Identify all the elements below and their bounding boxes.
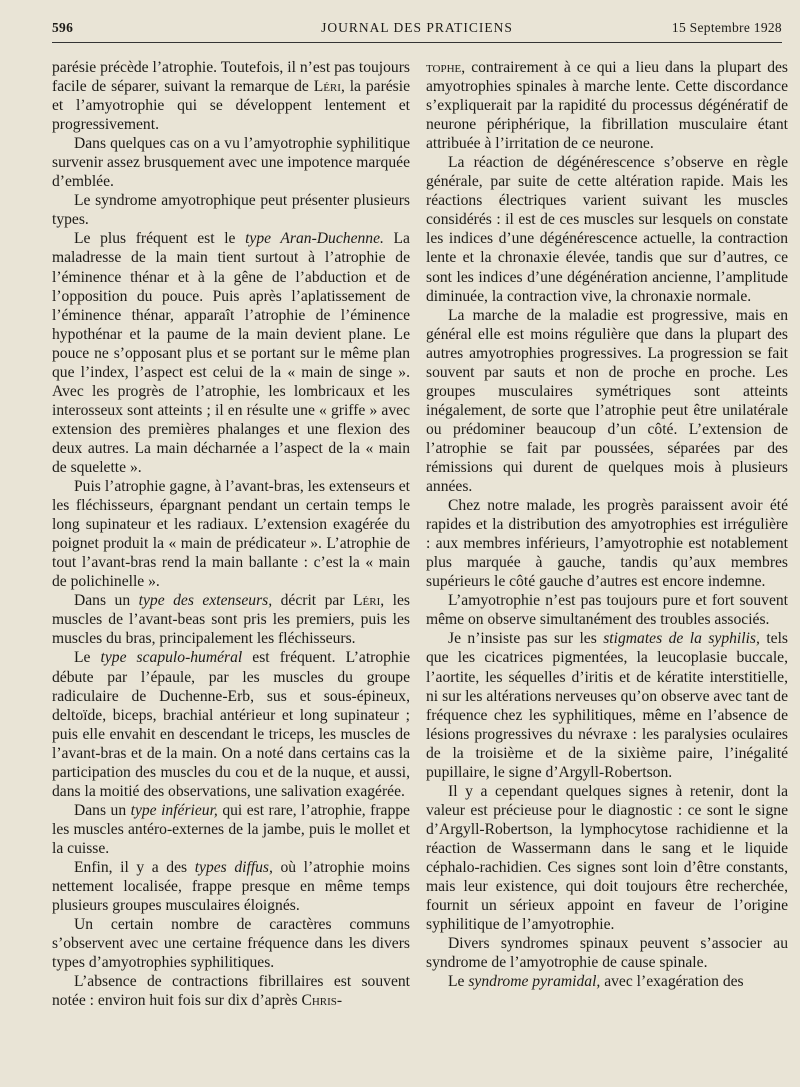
text-run: La marche de la maladie est progressive, mais en général elle est moins régulière que dans la plupart des autres amyotrophies progressives. La progression se fait souvent par sauts et non de proche en proche. Les groupes musculaires symétriques sont atteints inégalement, de sorte que l’atrophie peut être unilatérale ou prédominer beaucoup d’un côté. L’extension de l’atrophie se fait par poussées, séparées par des rémissions qui durent de quelques mois à plusieurs années. xyxy=(426,306,788,496)
page-number: 596 xyxy=(52,20,74,35)
italic-run: stigmates de la syphilis, xyxy=(603,630,760,648)
text-run: L’absence de contractions fibrillaires est souvent notée : environ huit fois sur dix d’après xyxy=(52,973,410,1010)
paragraph xyxy=(426,306,788,496)
paragraph xyxy=(52,58,410,134)
text-run: Le plus fréquent est le xyxy=(74,230,246,248)
smallcaps-run: Léri xyxy=(353,592,381,610)
paragraph xyxy=(52,591,410,648)
paragraph xyxy=(52,801,410,858)
text-run: Puis l’atrophie gagne, à l’avant-bras, les extenseurs et les fléchisseurs, épargnant pendant un certain temps le long supinateur et les radiaux. L’extension exagérée du poignet produit la « main de prédicateur ». L’atrophie de tout l’avant-bras rend la main ballante : c’est la « main de polichinelle ». xyxy=(52,478,410,591)
paragraph xyxy=(426,629,788,781)
paragraph xyxy=(426,153,788,305)
text-run: Dans quelques cas on a vu l’amyotrophie syphilitique survenir assez brusquement avec une impotence marquée d’emblée. xyxy=(52,135,410,191)
text-run: Le xyxy=(448,973,469,991)
text-run: Enfin, il y a des xyxy=(74,858,195,876)
text-run: La réaction de dégénérescence s’observe en règle générale, par suite de cette altération rapide. Mais les réactions électriques varient suivant les muscles considérés : il est de ces muscles sur lesquels on constate les indices d’une dégénérescence actuelle, la contraction lente et la chronaxie élevée, tandis que sur d’autres, ce sont les indices d’une dégénération ancienne, l’amplitude diminuée, la contraction vive, la chronaxie normale. xyxy=(426,154,788,305)
journal-title: JOURNAL DES PRATICIENS xyxy=(321,20,513,35)
issue-date: 15 Septembre 1928 xyxy=(671,20,782,35)
text-run: Je n’insiste pas sur les xyxy=(448,630,604,648)
text-run: Divers syndromes spinaux peuvent s’associer au syndrome de l’amyotrophie de cause spinale. xyxy=(426,935,788,972)
paragraph xyxy=(426,496,788,591)
smallcaps-run: Chris- xyxy=(301,992,343,1010)
italic-run: types diffus, xyxy=(194,858,273,876)
left-column xyxy=(52,58,410,1078)
italic-run: type des extenseurs, xyxy=(138,592,273,610)
paragraph xyxy=(426,972,788,991)
smallcaps-run: Léri xyxy=(313,78,341,96)
text-run: , la parésie et l’amyotrophie qui se développent lentement et progressivement. xyxy=(52,78,410,134)
text-run: où l’atrophie moins nettement localisée, frappe presque en même temps plusieurs groupes musculaires éloignés. xyxy=(52,858,410,915)
right-column xyxy=(426,58,788,1078)
text-run: qui est rare, l’atrophie, frappe les muscles antéro-externes de la jambe, puis le mollet et la cuisse. xyxy=(52,801,410,857)
italic-run: type Aran-Duchenne. xyxy=(245,230,384,248)
text-run: décrit par xyxy=(272,592,354,610)
paragraph xyxy=(52,648,410,800)
text-run: L’amyotrophie n’est pas toujours pure et fort souvent même on observe simultanément des troubles associés. xyxy=(426,592,788,629)
paragraph xyxy=(52,972,410,1010)
smallcaps-run: tophe xyxy=(426,59,462,76)
italic-run: syndrome pyramidal, xyxy=(468,973,601,991)
text-run: Dans un xyxy=(74,801,131,819)
text-run: avec l’exagération des xyxy=(600,973,744,991)
text-run: La maladresse de la main tient surtout à l’atrophie de l’éminence thénar et à la gêne de l’abduction et de l’opposition du pouce. Puis après l’aplatissement de l’éminence thénar, apparaît l’atrophie de l’éminence hypothénar et la paume de la main devient plane. Le pouce ne s’opposant plus et se portant sur le même plan que l’index, l’aspect est celui de la « main de singe ». Avec les progrès de l’atrophie, les lombricaux et les interosseux sont atteints ; il en résulte une « griffe » avec extension des premières phalanges et une flexion des deux autres. La main décharnée a l’aspect de la « main de squelette ». xyxy=(52,230,410,476)
paragraph xyxy=(426,934,788,972)
text-run: , contrairement à ce qui a lieu dans la plupart des amyotrophies spinales à marche lente. Cette discordance s’expliquerait par la rapidité du processus dégénératif de neurone périphérique, la fibrillation musculaire étant attribuée à l’irritation de ce neurone. xyxy=(426,59,788,153)
text-run: Il y a cependant quelques signes à retenir, dont la valeur est précieuse pour le diagnostic : ce sont le signe d’Argyll-Robertson, la lymphocytose rachidienne et la réaction de Wassermann dans le sang et le liquide céphalo-rachidien. Ces signes sont loin d’être constants, mais leur existence, qui doit toujours être recherchée, fournit un sérieux appoint en faveur de l’origine syphilitique de l’amyotrophie. xyxy=(426,782,788,934)
text-run: parésie précède l’atrophie. Toutefois, il n’est pas toujours facile de séparer, suivant la remarque de xyxy=(52,59,410,96)
paragraph xyxy=(52,191,410,229)
paragraph xyxy=(426,591,788,629)
paragraph xyxy=(52,858,410,915)
running-header xyxy=(52,20,782,42)
italic-run: type scapulo-huméral xyxy=(100,649,243,667)
text-run: Le xyxy=(74,649,101,667)
text-run: tels que les cicatrices pigmentées, la leucoplasie buccale, l’aortite, les séquelles d’iritis et de kératite interstitielle, ni sur les altérations nerveuses qu’on observe avec tant de fréquence chez les syphilitiques, même en l’absence de lésions progressives du névraxe : les paralysies oculaires de la troisième et de la sixième paire, l’inégalité pupillaire, le signe d’Argyll-Robertson. xyxy=(426,630,788,781)
text-run: Le syndrome amyotrophique peut présenter plusieurs types. xyxy=(52,192,410,229)
text-run: Un certain nombre de caractères communs s’observent avec une certaine fréquence dans les divers types d’amyotrophies syphilitiques. xyxy=(52,916,410,972)
header-rule xyxy=(52,42,782,43)
paragraph xyxy=(52,477,410,591)
text-run: , les muscles de l’avant-beas sont pris les premiers, puis les muscles du bras, principalement les fléchisseurs. xyxy=(52,592,410,648)
italic-run: type inférieur, xyxy=(130,801,218,819)
paragraph xyxy=(52,915,410,972)
text-run: est fréquent. L’atrophie débute par l’épaule, par les muscles du groupe radiculaire de Duchenne-Erb, sus et sous-épineux, deltoïde, biceps, brachial antérieur et long supinateur ; puis elle envahit en descendant le triceps, les muscles de l’avant-bras et de la main. On a noté dans certains cas la participation des muscles du cou et de la nuque, et aussi, dans la moitié des observations, une salivation exagérée. xyxy=(52,649,410,800)
text-run: Dans un xyxy=(74,592,139,610)
text-run: Chez notre malade, les progrès paraissent avoir été rapides et la distribution des amyotrophies est irrégulière : aux membres inférieurs, l’amyotrophie est notablement plus marquée à gauche, tandis qu’aux membres supérieurs le côté gauche d’autres est encore indemne. xyxy=(426,497,788,591)
paragraph xyxy=(426,58,788,153)
paragraph xyxy=(52,229,410,477)
paragraph xyxy=(52,134,410,191)
paragraph xyxy=(426,782,788,934)
